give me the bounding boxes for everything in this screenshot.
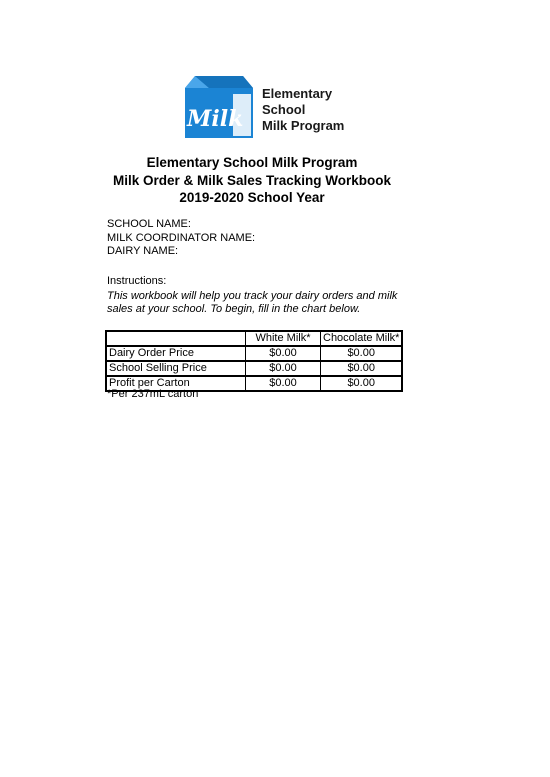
white-profit-per-carton: $0.00	[246, 376, 321, 391]
document-subtitle: Milk Order & Milk Sales Tracking Workbook	[112, 172, 392, 188]
school-name-field[interactable]: SCHOOL NAME:	[107, 218, 191, 230]
logo-line-2: School	[262, 102, 306, 117]
header-blank	[106, 331, 246, 346]
table-row	[106, 346, 402, 361]
white-dairy-order-price[interactable]: $0.00	[246, 346, 321, 361]
chocolate-dairy-order-price[interactable]: $0.00	[321, 346, 403, 361]
row-label: Profit per Carton	[106, 376, 246, 391]
milk-program-logo	[181, 74, 345, 140]
row-label: School Selling Price	[106, 361, 246, 376]
milk-carton-icon	[181, 74, 255, 140]
document-title-block	[0, 154, 504, 207]
carton-footnote: *Per 237mL carton	[107, 388, 199, 400]
instructions-label: Instructions:	[107, 275, 167, 287]
logo-line-1: Elementary	[262, 86, 333, 101]
logo-line-3: Milk Program	[262, 118, 345, 133]
school-year: 2019-2020 School Year	[179, 190, 325, 205]
instructions-text: This workbook will help you track your dairy orders and milk sales at your school. To begin, fill in the chart below.	[107, 290, 398, 315]
header-chocolate-milk: Chocolate Milk*	[321, 331, 403, 346]
white-school-selling-price[interactable]: $0.00	[246, 361, 321, 376]
table-row	[106, 361, 402, 376]
row-label: Dairy Order Price	[106, 346, 246, 361]
header-white-milk: White Milk*	[246, 331, 321, 346]
chocolate-profit-per-carton: $0.00	[321, 376, 403, 391]
document-title: Elementary School Milk Program	[146, 155, 358, 170]
coordinator-name-field[interactable]: MILK COORDINATOR NAME:	[107, 231, 256, 244]
logo-wordmark	[262, 86, 344, 134]
table-header-row	[106, 331, 402, 346]
chocolate-school-selling-price[interactable]: $0.00	[321, 361, 403, 376]
dairy-name-field[interactable]: DAIRY NAME:	[107, 245, 179, 257]
info-fields	[107, 218, 255, 259]
price-table	[105, 330, 403, 392]
carton-word: Milk	[187, 106, 244, 132]
